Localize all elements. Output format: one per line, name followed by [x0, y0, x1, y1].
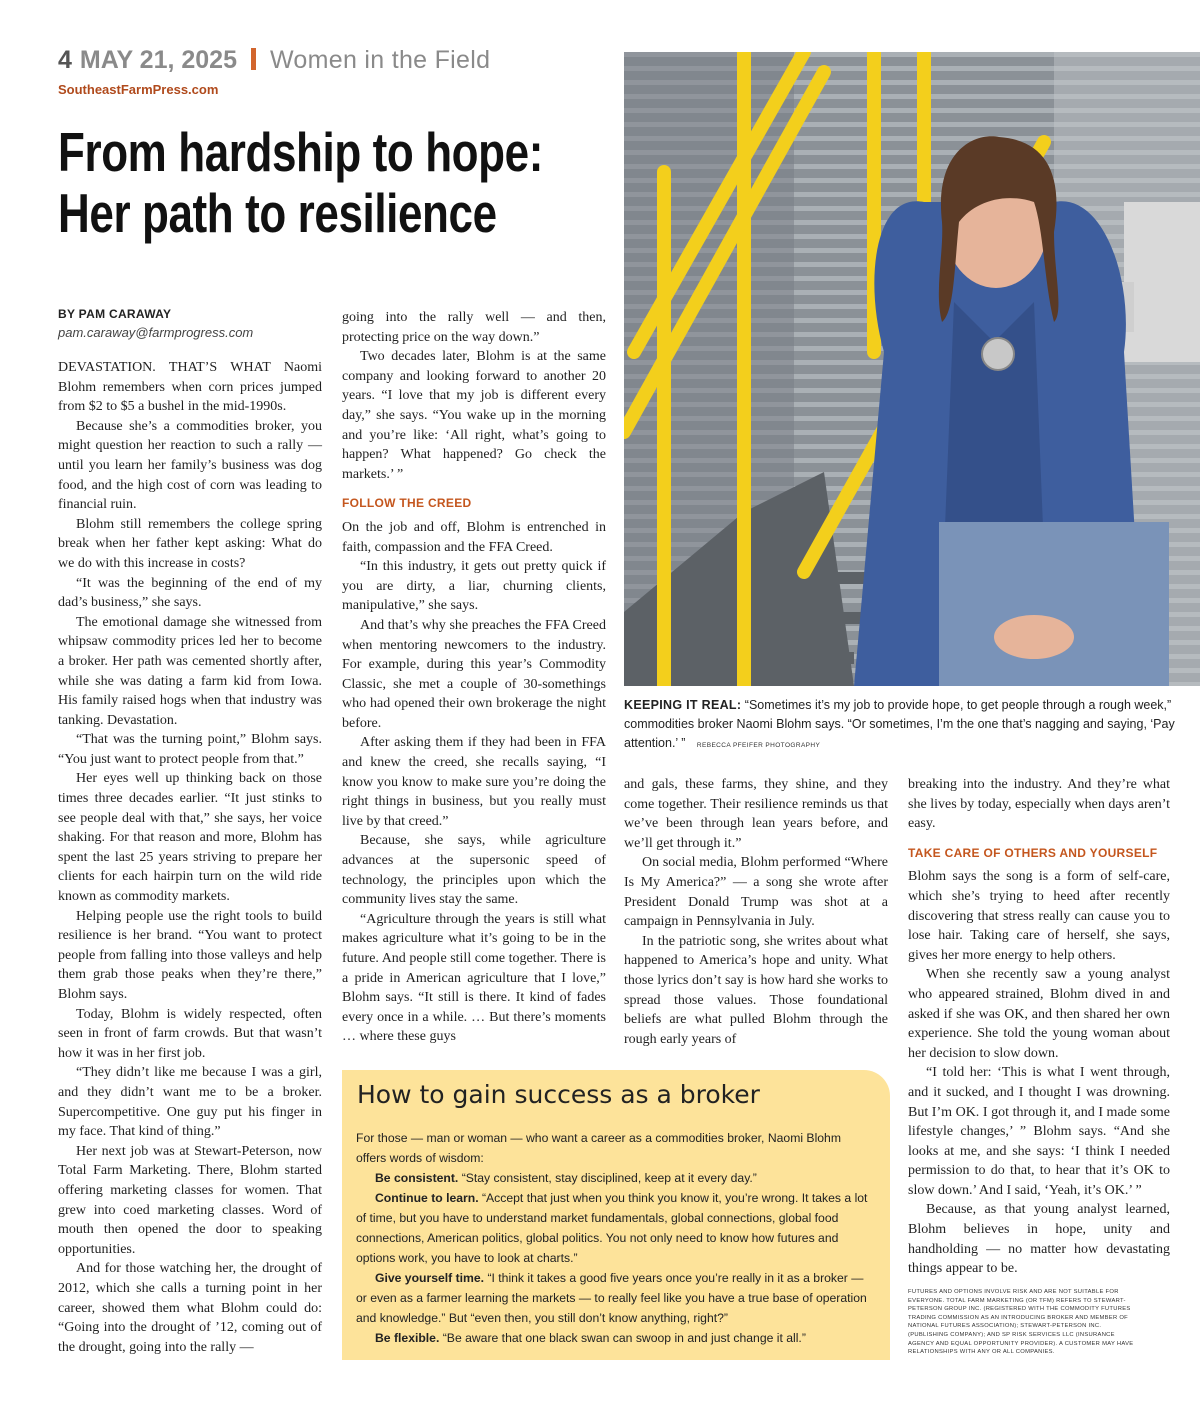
sidebar-tip [356, 1188, 874, 1268]
sidebar-tip [356, 1168, 874, 1188]
paragraph: “Agriculture through the years is still what makes agriculture what it’s going to be in the future. And people still come together. There is a pride in American agriculture that I love,” Blohm says. “It still is there. It kind of fades every once in a while. … But there’s moments … where these guys [342, 911, 606, 1045]
page-folio [58, 46, 490, 75]
author-email[interactable]: pam.caraway@farmprogress.com [58, 325, 254, 340]
paragraph: DEVASTATION. THAT’S WHAT Naomi Blohm remembers when corn prices jumped from $2 to $5 a bushel in the mid-1990s. [58, 360, 322, 415]
paragraph: And for those watching her, the drought of 2012, which she calls a turning point in her career, showed them what Blohm could do: “Going into the drought of ’12, coming out of the drought, going into the rally — [58, 1261, 322, 1355]
tip-text: “Be aware that one black swan can swoop in and just change it all.” [442, 1331, 806, 1345]
sidebar-intro: For those — man or woman — who want a career as a commodities broker, Naomi Blohm offers words of wisdom: [356, 1131, 841, 1165]
paragraph: going into the rally well — and then, protecting price on the way down.” [342, 310, 606, 345]
column-2 [342, 308, 606, 1047]
paragraph: Blohm still remembers the college spring break when her father kept asking: What do we do with this increase in costs? [58, 516, 322, 571]
paragraph: Blohm says the song is a form of self-care, which she’s trying to heed after recently discovering that stress really can cause you to lose hair. Taking care of herself, she says, gives her more energy to help others. [908, 869, 1170, 963]
column-3 [624, 775, 888, 1049]
sidebar-title: How to gain success as a broker [357, 1080, 760, 1109]
sidebar-box [342, 1070, 890, 1360]
subhead-take-care: TAKE CARE OF OTHERS AND YOURSELF [908, 845, 1158, 860]
tip-label: Be flexible. [375, 1331, 440, 1345]
tip-text: “I think it takes a good five years once you’re really in it as a broker — or even as a farmer learning the markets — to really feel like you have a true base of operation and knowledge.” But “even then, you still don’t know anything, right?” [356, 1271, 867, 1325]
headline [58, 122, 618, 243]
paragraph: Because she’s a commodities broker, you might question her reaction to such a rally — until you learn her family’s business was dog food, and the high cost of corn was leading to financial ruin. [58, 418, 322, 513]
sidebar-tip [356, 1328, 874, 1348]
paragraph: breaking into the industry. And they’re what she lives by today, especially when days aren’t easy. [908, 777, 1170, 832]
byline: BY PAM CARAWAY [58, 307, 172, 321]
sidebar-body [356, 1128, 874, 1348]
paragraph: Her next job was at Stewart-Peterson, now Total Farm Marketing. There, Blohm started offering marketing classes for women. That grew into coed marketing classes. Word of mouth then opened the door to speaking opportunities. [58, 1143, 322, 1257]
tip-text: “Stay consistent, stay disciplined, keep at it every day.” [461, 1171, 757, 1185]
paragraph: In the patriotic song, she writes about what happened to America’s hope and unity. What those lyrics don’t say is how hard she works to spread those values. Those foundational beliefs are what pulled Blohm through the rough early years of [624, 933, 888, 1047]
column-1 [58, 358, 322, 1357]
page-number: 4 [58, 46, 72, 74]
photo-illustration [624, 52, 1200, 686]
paragraph: When she recently saw a young analyst who appeared strained, Blohm dived in and asked if she was OK, and then shared her own experience. She told the young woman about her decision to slow down. [908, 967, 1170, 1061]
paragraph: Her eyes well up thinking back on those times three decades earlier. “It just stinks to see people deal with that,” she says, her voice shaking. For that reason and more, Blohm has spent the last 25 years striving to prepare her clients for each hairpin turn on the wild ride known as commodity markets. [58, 771, 322, 905]
subhead-follow-the-creed: FOLLOW THE CREED [342, 496, 472, 511]
paragraph: On the job and off, Blohm is entrenched in faith, compassion and the FFA Creed. [342, 519, 606, 555]
paragraph: “That was the turning point,” Blohm says. “You just want to protect people from that.” [58, 732, 322, 767]
paragraph: “It was the beginning of the end of my dad’s business,” she says. [58, 575, 322, 611]
paragraph: Two decades later, Blohm is at the same company and looking forward to another 20 years. “I love that my job is different every day,” she says. “You wake up in the morning and you’re like: ‘All right, what’s going to happen? What happened? Go check the markets.’ ” [342, 349, 606, 482]
site-url[interactable]: SoutheastFarmPress.com [58, 82, 219, 97]
paragraph: Helping people use the right tools to build resilience is her brand. “You want to protect people from falling into those valleys and help them grab those peaks when they’re there,” Blohm says. [58, 908, 322, 1002]
photo-credit: REBECCA PFEIFER PHOTOGRAPHY [696, 742, 821, 749]
tip-label: Continue to learn. [375, 1191, 479, 1205]
column-4 [908, 775, 1170, 1279]
paragraph: After asking them if they had been in FFA and knew the creed, she recalls saying, “I know you know to make sure you’re doing the right things in business, but you really must live by that creed.” [342, 735, 606, 829]
paragraph: On social media, Blohm performed “Where Is My America?” — a song she wrote after President Donald Trump was shot at a campaign in Pennsylvania in July. [624, 855, 888, 930]
section-name: Women in the Field [269, 46, 491, 74]
disclaimer: FUTURES AND OPTIONS INVOLVE RISK AND ARE NOT SUITABLE FOR EVERYONE. TOTAL FARM MARKETING (OR TFM) REFERS TO STEWART-PETERSON GROUP INC. (REGISTERED WITH THE COMMODITY FUTURES TRADING COMMISSION AS AN INTRODUCING BROKER AND MEMBER OF NATIONAL FUTURES ASSOCIATION); STEWART-PETERSON INC. (PUBLISHING COMPANY); AND SP RISK SERVICES LLC (INSURANCE AGENCY AND EQUAL OPPORTUNITY PROVIDER). A CUSTOMER MAY HAVE RELATIONSHIPS WITH ANY OR ALL COMPANIES. [908, 1289, 1134, 1356]
paragraph: The emotional damage she witnessed from whipsaw commodity prices led her to become a broker. Her path was cemented shortly after, while she was dating a farm kid from Iowa. His family raised hogs when that industry was tanking. Devastation. [58, 614, 322, 728]
paragraph: Because, as that young analyst learned, Blohm believes in hope, unity and handholding — no matter how devastating things appear to be. [908, 1202, 1170, 1277]
issue-date: MAY 21, 2025 [79, 46, 237, 74]
feature-photo [624, 52, 1200, 686]
paragraph: “In this industry, it gets out pretty quick if you are dirty, a liar, churning clients, manipulative,” she says. [342, 559, 606, 614]
sidebar-tip [356, 1268, 874, 1328]
headline-line-2: Her path to resilience [58, 181, 497, 244]
photo-caption [624, 696, 1184, 755]
paragraph: “I told her: ‘This is what I went through, and it sucked, and I thought I was drowning. But I’m OK. I got through it, and I made some lifestyle changes,’ ” Blohm says. “And she looks at me, and she says: ‘I think I needed permission to do that, to hear that it’s OK to slow down.’ And I said, ‘Yeah, it’s OK.’ ” [908, 1065, 1170, 1198]
paragraph: “They didn’t like me because I was a girl, and they didn’t want me to be a broker. Supercompetitive. One guy put his finger in my face. That kind of thing.” [58, 1065, 322, 1140]
paragraph: Today, Blohm is widely respected, often seen in front of farm crowds. But that wasn’t how it was in her first job. [58, 1006, 322, 1061]
tip-label: Be consistent. [375, 1171, 459, 1185]
paragraph: Because, she says, while agriculture advances at the supersonic speed of technology, the principles upon which the community lives stay the same. [342, 833, 606, 908]
paragraph: and gals, these farms, they shine, and they come together. Their resilience reminds us that we’ve been through lean years before, and we’ll get through it.” [624, 777, 888, 851]
tip-text: “Accept that just when you think you know it, you’re wrong. It takes a lot of time, but you have to understand market fundamentals, global connections, global food connections, American politics, global politics. You not only need to know how futures and options work, you have to look at charts.” [356, 1191, 868, 1265]
headline-line-1: From hardship to hope: [58, 121, 543, 183]
caption-text: “Sometimes it’s my job to provide hope, to get people through a rough week,” commodities broker Naomi Blohm says. “Or sometimes, I’m the one that’s nagging and saying, ‘Pay attention.’ ” [624, 698, 1175, 750]
paragraph: And that’s why she preaches the FFA Creed when mentoring newcomers to the industry. For example, during this year’s Commodity Classic, she met a couple of 30-somethings who had opened their own brokerage the night before. [342, 617, 606, 731]
caption-label: KEEPING IT REAL: [624, 698, 742, 712]
folio-divider [251, 48, 256, 70]
tip-label: Give yourself time. [375, 1271, 485, 1285]
